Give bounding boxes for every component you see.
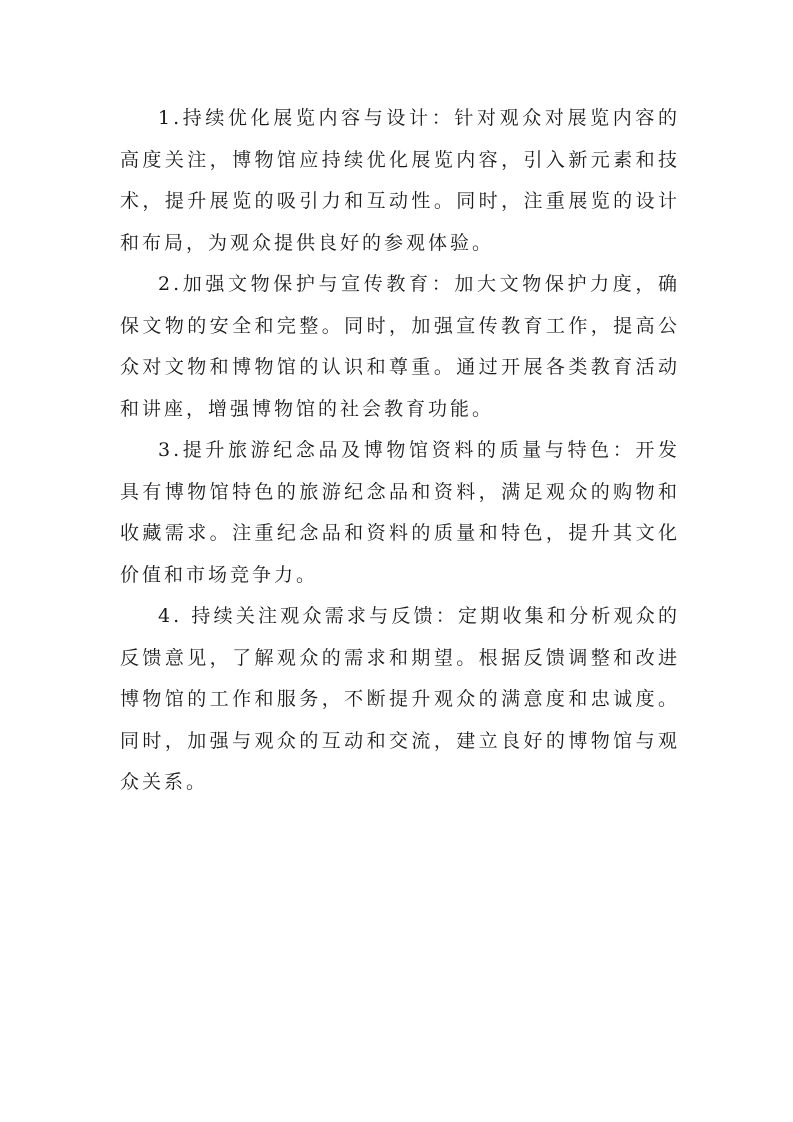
paragraph-1: 1.持续优化展览内容与设计：针对观众对展览内容的高度关注，博物馆应持续优化展览内容，引入新元素和技术，提升展览的吸引力和互动性。同时，注重展览的设计和布局，为观众提供良好的参观体验。 <box>120 107 680 254</box>
paragraph-4: 4. 持续关注观众需求与反馈：定期收集和分析观众的反馈意见，了解观众的需求和期望。根据反馈调整和改进博物馆的工作和服务，不断提升观众的满意度和忠诚度。同时，加强与观众的互动和交流，建立良好的博物馆与观众关系。 <box>120 605 680 793</box>
document-body <box>120 98 680 804</box>
paragraph-3: 3.提升旅游纪念品及博物馆资料的质量与特色：开发具有博物馆特色的旅游纪念品和资料，满足观众的购物和收藏需求。注重纪念品和资料的质量和特色，提升其文化价值和市场竞争力。 <box>120 439 680 586</box>
paragraph-2: 2.加强文物保护与宣传教育：加大文物保护力度，确保文物的安全和完整。同时，加强宣传教育工作，提高公众对文物和博物馆的认识和尊重。通过开展各类教育活动和讲座，增强博物馆的社会教育功能。 <box>120 273 680 420</box>
